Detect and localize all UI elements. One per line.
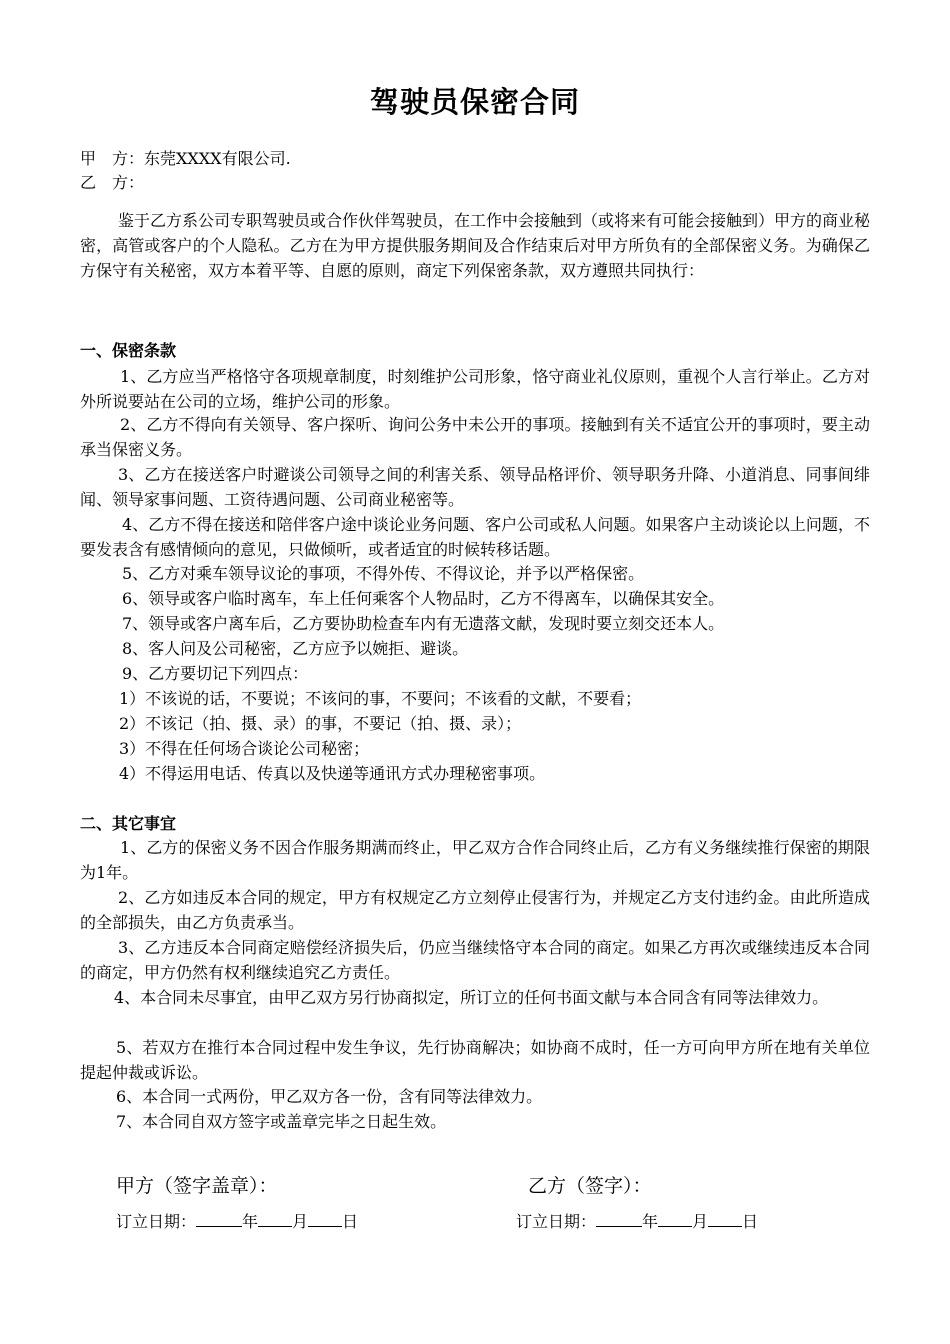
section1-subitem-3: 3）不得在任何场合谈论公司秘密； [119, 739, 370, 758]
section2-item-4: 4、本合同未尽事宜，由甲乙双方另行协商拟定，所订立的任何书面文献与本合同含有同等法律效力。 [114, 988, 829, 1007]
section1-item-6: 6、领导或客户临时离车，车上任何乘客个人物品时，乙方不得离车，以确保其安全。 [122, 589, 725, 608]
month-blank [258, 1212, 292, 1227]
section1-item-4: 4、乙方不得在接送和陪伴客户途中谈论业务问题、客户公司或私人问题。如果客户主动谈论以上问题，不要发表含有感情倾向的意见，只做倾听，或者适宜的时候转移话题。 [80, 515, 870, 559]
year-blank [596, 1212, 642, 1227]
section1-item-3: 3、乙方在接送客户时避谈公司领导之间的利害关系、领导品格评价、领导职务升降、小道消息、同事间绯闻、领导家事问题、工资待遇问题、公司商业秘密等。 [80, 465, 870, 509]
section1-subitem-2: 2）不该记（拍、摄、录）的事，不要记（拍、摄、录）； [119, 714, 522, 733]
section2-item-6: 6、本合同一式两份，甲乙双方各一份，含有同等法律效力。 [116, 1087, 543, 1106]
year-label: 年 [642, 1212, 659, 1231]
section2-item-5: 5、若双方在推行本合同过程中发生争议，先行协商解决；如协商不成时，任一方可向甲方所在地有关单位提起仲裁或诉讼。 [80, 1038, 870, 1082]
year-label: 年 [242, 1212, 259, 1231]
section1-subitem-4: 4）不得运用电话、传真以及快递等通讯方式办理秘密事项。 [119, 764, 546, 783]
section1-item-7: 7、领导或客户离车后，乙方要协助检查车内有无遗落文献，发现时要立刻交还本人。 [122, 614, 725, 633]
party-a-date-line [116, 1210, 358, 1234]
section1-item-8: 8、客人问及公司秘密，乙方应予以婉拒、避谈。 [122, 639, 469, 658]
day-blank [708, 1212, 742, 1227]
section2-item-2: 2、乙方如违反本合同的规定，甲方有权规定乙方立刻停止侵害行为，并规定乙方支付违约金。由此所造成的全部损失，由乙方负责承当。 [80, 888, 870, 932]
year-blank [196, 1212, 242, 1227]
date-label: 订立日期： [116, 1212, 197, 1231]
day-blank [308, 1212, 342, 1227]
section2-item-7: 7、本合同自双方签字或盖章完毕之日起生效。 [116, 1112, 447, 1131]
date-label: 订立日期： [516, 1212, 597, 1231]
section1-item-9: 9、乙方要切记下列四点： [122, 664, 309, 683]
party-b-signature-label: 乙方（签字）： [528, 1175, 652, 1197]
party-a-signature-label: 甲方（签字盖章）： [116, 1175, 278, 1197]
month-label: 月 [292, 1212, 309, 1231]
section1-heading: 一、保密条款 [80, 341, 177, 360]
intro-paragraph: 鉴于乙方系公司专职驾驶员或合作伙伴驾驶员，在工作中会接触到（或将来有可能会接触到）甲方的商业秘密，高管或客户的个人隐私。乙方在为甲方提供服务期间及合作结束后对甲方所负有的全部保密义务。为确保乙方保守有关秘密，双方本着平等、自愿的原则，商定下列保密条款，双方遵照共同执行： [80, 211, 871, 280]
party-b-date-line [516, 1210, 758, 1234]
month-blank [658, 1212, 692, 1227]
party-a-line: 甲 方：东莞XXXX有限公司. [80, 149, 291, 168]
party-b-line: 乙 方： [80, 173, 145, 192]
section1-item-5: 5、乙方对乘车领导议论的事项，不得外传、不得议论，并予以严格保密。 [122, 564, 645, 583]
day-label: 日 [742, 1212, 759, 1231]
document-title: 驾驶员保密合同 [369, 85, 580, 119]
month-label: 月 [692, 1212, 709, 1231]
section1-item-1: 1、乙方应当严格恪守各项规章制度，时刻维护公司形象，恪守商业礼仪原则，重视个人言行举止。乙方对外所说要站在公司的立场，维护公司的形象。 [80, 367, 870, 411]
section1-item-2: 2、乙方不得向有关领导、客户探听、询问公务中未公开的事项。接触到有关不适宜公开的事项时，要主动承当保密义务。 [80, 415, 870, 459]
section1-subitem-1: 1）不该说的话，不要说；不该问的事，不要问；不该看的文献，不要看； [119, 689, 642, 708]
section2-heading: 二、其它事宜 [80, 814, 177, 833]
day-label: 日 [342, 1212, 359, 1231]
section2-item-1: 1、乙方的保密义务不因合作服务期满而终止，甲乙双方合作合同终止后，乙方有义务继续推行保密的期限为1年。 [80, 838, 870, 882]
section2-item-3: 3、乙方违反本合同商定赔偿经济损失后，仍应当继续恪守本合同的商定。如果乙方再次或继续违反本合同的商定，甲方仍然有权利继续追究乙方责任。 [80, 938, 870, 982]
